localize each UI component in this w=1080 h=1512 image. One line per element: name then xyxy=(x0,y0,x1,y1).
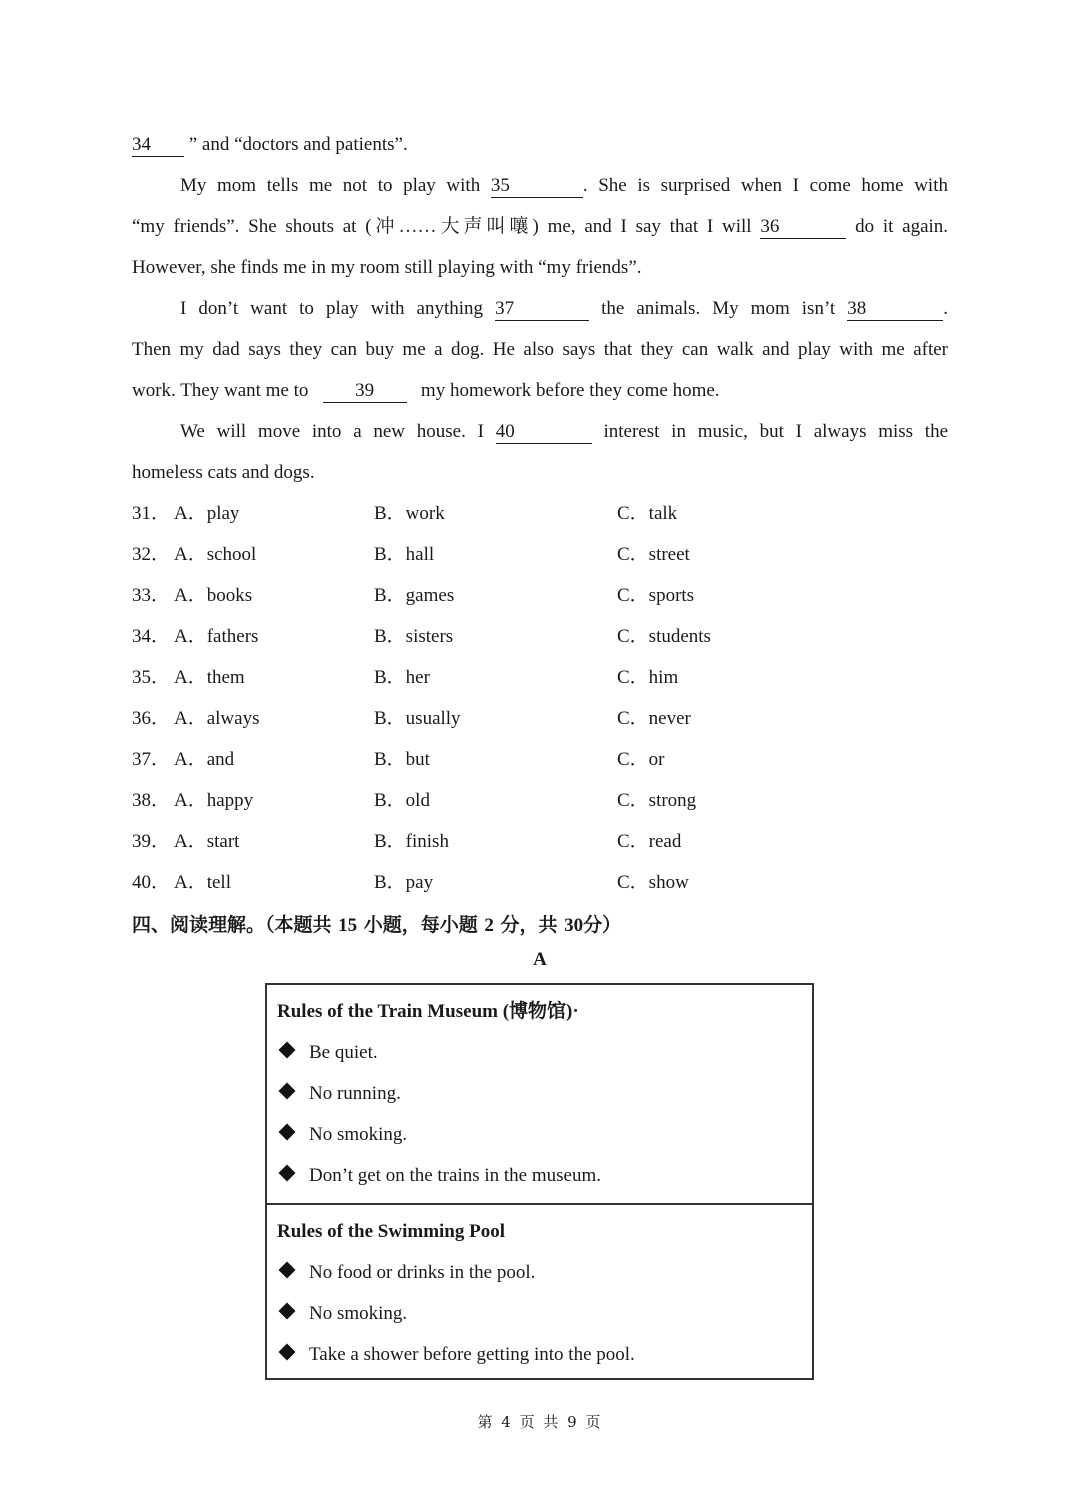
option-a: A．play xyxy=(174,503,240,524)
passage-line: homeless cats and dogs. xyxy=(132,462,315,483)
pool-rule-item: Take a shower before getting into the pool. xyxy=(277,1341,635,1369)
diamond-bullet-icon xyxy=(279,1344,296,1361)
option-c: C．read xyxy=(617,831,682,852)
museum-rule-item: No running. xyxy=(277,1080,401,1108)
blank-39: 39 xyxy=(323,380,407,403)
option-a: A．happy xyxy=(174,790,254,811)
blank-34: 34 xyxy=(132,134,184,157)
option-c: C．talk xyxy=(617,503,678,524)
option-row xyxy=(132,500,948,528)
passage-text: ” and “doctors and patients”. xyxy=(184,134,408,155)
passage-text: . She is surprised when I come home with xyxy=(582,175,948,196)
passage-text: the animals. My mom isn’t xyxy=(601,298,836,319)
option-row xyxy=(132,541,948,569)
diamond-bullet-icon xyxy=(279,1303,296,1320)
option-b: B．sisters xyxy=(374,626,454,647)
question-number: 34． xyxy=(132,626,171,647)
option-c: C．show xyxy=(617,872,689,893)
option-c: C．or xyxy=(617,749,665,770)
question-number: 31． xyxy=(132,503,171,524)
option-row xyxy=(132,746,948,774)
diamond-bullet-icon xyxy=(279,1262,296,1279)
option-b: B．her xyxy=(374,667,430,688)
blank-35: 35 xyxy=(491,175,583,198)
museum-rules-title: Rules of the Train Museum (博物馆)· xyxy=(277,1001,579,1022)
diamond-bullet-icon xyxy=(279,1083,296,1100)
passage-text: do it again. xyxy=(855,216,949,237)
passage-text: I don’t want to play with anything xyxy=(180,298,484,319)
option-b: B．work xyxy=(374,503,445,524)
option-a: A．school xyxy=(174,544,257,565)
rules-table xyxy=(265,983,814,1380)
passage-line xyxy=(180,172,948,200)
question-number: 33． xyxy=(132,585,171,606)
question-number: 36． xyxy=(132,708,171,729)
page-footer: 第 4 页 共 9 页 xyxy=(477,1413,603,1431)
option-b: B．games xyxy=(374,585,455,606)
table-divider xyxy=(267,1203,812,1205)
passage-label: A xyxy=(533,949,547,970)
museum-rule-item: No smoking. xyxy=(277,1121,407,1149)
option-row xyxy=(132,869,948,897)
passage-line: Then my dad says they can buy me a dog. He also says that they can walk and play with me after xyxy=(132,339,948,360)
option-a: A．always xyxy=(174,708,260,729)
question-number: 40． xyxy=(132,872,171,893)
museum-rule-item: Don’t get on the trains in the museum. xyxy=(277,1162,601,1190)
question-number: 35． xyxy=(132,667,171,688)
option-b: B．usually xyxy=(374,708,461,729)
option-b: B．pay xyxy=(374,872,434,893)
diamond-bullet-icon xyxy=(279,1124,296,1141)
passage-line xyxy=(132,213,948,241)
blank-38: 38 xyxy=(847,298,943,321)
question-number: 38． xyxy=(132,790,171,811)
option-row xyxy=(132,787,948,815)
passage-text: “my friends”. She shouts at (冲……大声叫嚷) me, and I say that I will xyxy=(132,216,752,237)
option-c: C．sports xyxy=(617,585,695,606)
passage-line xyxy=(132,377,948,405)
blank-37: 37 xyxy=(495,298,589,321)
page-number: 4 xyxy=(501,1413,513,1431)
question-number: 37． xyxy=(132,749,171,770)
option-c: C．students xyxy=(617,626,711,647)
passage-text: My mom tells me not to play with xyxy=(180,175,481,196)
option-b: B．finish xyxy=(374,831,449,852)
option-a: A．tell xyxy=(174,872,231,893)
option-b: B．old xyxy=(374,790,430,811)
passage-text: interest in music, but I always miss the xyxy=(603,421,949,442)
option-c: C．never xyxy=(617,708,691,729)
blank-36: 36 xyxy=(760,216,846,239)
option-b: B．hall xyxy=(374,544,435,565)
option-b: B．but xyxy=(374,749,430,770)
passage-line xyxy=(180,418,948,446)
section-heading: 四、阅读理解。（本题共 15 小题，每小题 2 分，共 30分） xyxy=(132,914,622,936)
pool-rule-item: No food or drinks in the pool. xyxy=(277,1259,535,1287)
option-a: A．fathers xyxy=(174,626,259,647)
option-row xyxy=(132,623,948,651)
option-row xyxy=(132,664,948,692)
passage-text: We will move into a new house. I xyxy=(180,421,484,442)
option-a: A．them xyxy=(174,667,245,688)
option-row xyxy=(132,705,948,733)
passage-text: work. They want me to xyxy=(132,380,309,401)
diamond-bullet-icon xyxy=(279,1042,296,1059)
option-a: A．books xyxy=(174,585,253,606)
option-a: A．and xyxy=(174,749,235,770)
museum-rule-item: Be quiet. xyxy=(277,1039,378,1067)
pool-rule-item: No smoking. xyxy=(277,1300,407,1328)
option-c: C．street xyxy=(617,544,690,565)
option-c: C．strong xyxy=(617,790,697,811)
passage-line: However, she finds me in my room still playing with “my friends”. xyxy=(132,257,642,278)
option-row xyxy=(132,828,948,856)
passage-text: . xyxy=(943,298,949,319)
passage-line xyxy=(180,295,948,323)
question-number: 39． xyxy=(132,831,171,852)
blank-40: 40 xyxy=(496,421,592,444)
option-a: A．start xyxy=(174,831,240,852)
page-total: 9 xyxy=(567,1413,579,1431)
diamond-bullet-icon xyxy=(279,1165,296,1182)
option-row xyxy=(132,582,948,610)
passage-line xyxy=(132,131,948,159)
option-c: C．him xyxy=(617,667,679,688)
pool-rules-title: Rules of the Swimming Pool xyxy=(277,1221,505,1242)
question-number: 32． xyxy=(132,544,171,565)
passage-text: my homework before they come home. xyxy=(420,380,720,401)
